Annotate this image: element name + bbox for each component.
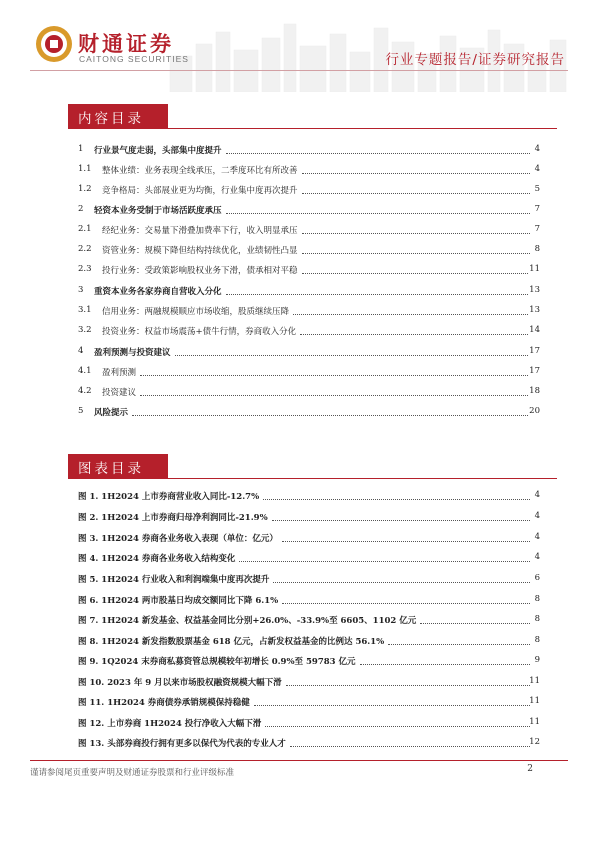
figure-entry[interactable] — [78, 737, 540, 751]
toc-entry[interactable] — [78, 406, 540, 420]
figure-entry-page: 4 — [534, 532, 540, 542]
toc-leader-dots — [302, 233, 530, 234]
toc-entry-page: 18 — [529, 386, 540, 396]
figure-entry[interactable] — [78, 635, 540, 649]
toc-entry-title: 行业景气度走弱，头部集中度提升 — [94, 146, 222, 156]
toc-entry-number: 3 — [78, 285, 84, 295]
figure-entry[interactable] — [78, 655, 540, 669]
figure-entry-page: 4 — [534, 490, 540, 500]
toc-entry-page: 17 — [529, 346, 540, 356]
figure-leader-dots — [272, 520, 530, 521]
toc-entry-page: 13 — [529, 285, 540, 295]
figure-entry[interactable] — [78, 614, 540, 628]
figure-entry-title: 图 9. 1Q2024 末券商私募资管总规模较年初增长 0.9%至 59783 亿元 — [78, 657, 356, 667]
toc-leader-dots — [226, 294, 530, 295]
toc-entry[interactable] — [78, 346, 540, 360]
toc-entry[interactable] — [78, 285, 540, 299]
figure-leader-dots — [282, 603, 530, 604]
toc-leader-dots — [293, 314, 530, 315]
toc-entry-number: 2.1 — [78, 224, 92, 234]
toc-entry-number: 5 — [78, 406, 84, 416]
figure-entry-title: 图 1. 1H2024 上市券商营业收入同比-12.7% — [78, 492, 260, 502]
toc-entry-title: 盈利预测 — [102, 368, 137, 378]
figure-entry-title: 图 7. 1H2024 新发基金、权益基金同比分别+26.0%、-33.9%至 6605、1102 亿元 — [78, 616, 417, 626]
toc-leader-dots — [140, 375, 530, 376]
toc-leader-dots — [226, 153, 530, 154]
toc-entry-title: 轻资本业务受制于市场活跃度承压 — [94, 206, 222, 216]
toc-entry-page: 8 — [534, 244, 540, 254]
figure-leader-dots — [239, 561, 530, 562]
toc-entry-title: 资管业务：规模下降但结构持续优化，业绩韧性凸显 — [102, 246, 298, 256]
figure-entry-title: 图 13. 头部券商投行拥有更多以保代为代表的专业人才 — [78, 739, 286, 749]
toc-entry-page: 17 — [529, 366, 540, 376]
toc-entry-title: 盈利预测与投资建议 — [94, 348, 171, 358]
toc-entry-number: 1.2 — [78, 184, 92, 194]
toc-entry-page: 4 — [534, 144, 540, 154]
toc-section-header — [68, 104, 557, 128]
figure-entry-title: 图 4. 1H2024 券商各业务收入结构变化 — [78, 554, 236, 564]
figure-entry-page: 11 — [529, 696, 540, 706]
figure-leader-dots — [420, 623, 530, 624]
toc-entry[interactable] — [78, 144, 540, 158]
toc-entry-title: 投资建议 — [102, 388, 137, 398]
toc-entry[interactable] — [78, 366, 540, 380]
toc-leader-dots — [302, 193, 530, 194]
toc-entry-title: 整体业绩：业务表现全线承压，二季度环比有所改善 — [102, 166, 298, 176]
report-type-label: 行业专题报告/证券研究报告 — [385, 52, 565, 68]
figure-entry[interactable] — [78, 717, 540, 731]
toc-entry-title: 信用业务：两融规模顺应市场收缩，股质继续压降 — [102, 307, 290, 317]
toc-entry-number: 1 — [78, 144, 84, 154]
toc-entry-page: 14 — [529, 325, 540, 335]
toc-entry-title: 竞争格局：头部展业更为均衡，行业集中度再次提升 — [102, 186, 298, 196]
page-header — [0, 0, 595, 96]
figure-entry-title: 图 10. 2023 年 9 月以来市场股权融资规模大幅下滑 — [78, 678, 282, 688]
toc-leader-dots — [302, 173, 530, 174]
logo-english-name: CAITONG SECURITIES — [79, 54, 189, 64]
footer-disclaimer: 谨请参阅尾页重要声明及财通证券股票和行业评级标准 — [30, 768, 235, 778]
figure-entry-title: 图 6. 1H2024 两市股基日均成交额同比下降 6.1% — [78, 596, 279, 606]
figures-section-header — [68, 454, 557, 478]
figure-entry-title: 图 2. 1H2024 上市券商归母净利润同比-21.9% — [78, 513, 268, 523]
figure-entry-page: 12 — [529, 737, 540, 747]
figure-entry-page: 4 — [534, 511, 540, 521]
footer-divider — [30, 760, 568, 761]
toc-entry-page: 4 — [534, 164, 540, 174]
figure-entry[interactable] — [78, 696, 540, 710]
figure-entry-title: 图 3. 1H2024 券商各业务收入表现（单位：亿元） — [78, 534, 278, 544]
toc-entry[interactable] — [78, 244, 540, 258]
toc-entry-page: 13 — [529, 305, 540, 315]
toc-entry-number: 2.2 — [78, 244, 92, 254]
toc-leader-dots — [132, 415, 530, 416]
toc-leader-dots — [175, 355, 530, 356]
figure-entry-page: 11 — [529, 717, 540, 727]
toc-entry-title: 重资本业务各家券商自营收入分化 — [94, 287, 222, 297]
figure-entry[interactable] — [78, 552, 540, 566]
toc-entry-page: 7 — [534, 224, 540, 234]
toc-heading: 内容目录 — [78, 111, 144, 127]
toc-leader-dots — [226, 213, 530, 214]
figure-leader-dots — [263, 499, 530, 500]
toc-entry[interactable] — [78, 184, 540, 198]
toc-entry[interactable] — [78, 224, 540, 238]
figure-leader-dots — [282, 541, 530, 542]
figure-entry-page: 8 — [534, 614, 540, 624]
toc-entry-page: 5 — [534, 184, 540, 194]
figure-leader-dots — [254, 705, 530, 706]
figure-leader-dots — [273, 582, 530, 583]
figure-leader-dots — [388, 644, 530, 645]
toc-entry-number: 3.2 — [78, 325, 92, 335]
header-divider — [30, 70, 568, 71]
figure-leader-dots — [290, 746, 530, 747]
toc-entry-number: 3.1 — [78, 305, 92, 315]
figure-leader-dots — [265, 726, 530, 727]
toc-leader-dots — [302, 253, 530, 254]
toc-entry-number: 4.2 — [78, 386, 92, 396]
figure-entry-page: 8 — [534, 635, 540, 645]
figure-entry[interactable] — [78, 532, 540, 546]
toc-entry-page: 20 — [529, 406, 540, 416]
toc-entry[interactable] — [78, 305, 540, 319]
figure-entry-title: 图 12. 上市券商 1H2024 投行净收入大幅下滑 — [78, 719, 262, 729]
logo-chinese-name: 财通证券 — [78, 32, 174, 56]
figure-entry[interactable] — [78, 490, 540, 504]
toc-leader-dots — [140, 395, 530, 396]
figure-entry-title: 图 11. 1H2024 券商债券承销规模保持稳健 — [78, 698, 250, 708]
page-number: 2 — [527, 764, 533, 774]
figure-leader-dots — [360, 664, 530, 665]
toc-entry-number: 2 — [78, 204, 84, 214]
toc-entry[interactable] — [78, 204, 540, 218]
toc-entry-title: 风险提示 — [94, 408, 129, 418]
figure-entry-title: 图 8. 1H2024 新发指数股票基金 618 亿元，占新发权益基金的比例达 56.1% — [78, 637, 385, 647]
toc-entry[interactable] — [78, 164, 540, 178]
figure-entry-title: 图 5. 1H2024 行业收入和利润端集中度再次提升 — [78, 575, 270, 585]
toc-entry-page: 7 — [534, 204, 540, 214]
figure-entry-page: 11 — [529, 676, 540, 686]
toc-entry-page: 11 — [529, 264, 540, 274]
toc-entry-title: 投行业务：受政策影响股权业务下滑，债承相对平稳 — [102, 266, 298, 276]
figure-entry[interactable] — [78, 573, 540, 587]
toc-entry[interactable] — [78, 325, 540, 339]
toc-entry-title: 经纪业务：交易量下滑叠加费率下行，收入明显承压 — [102, 226, 298, 236]
toc-entry[interactable] — [78, 264, 540, 278]
figure-entry-page: 6 — [534, 573, 540, 583]
toc-leader-dots — [300, 334, 530, 335]
figure-leader-dots — [286, 685, 530, 686]
figure-entry[interactable] — [78, 511, 540, 525]
figure-entry-page: 9 — [534, 655, 540, 665]
figures-heading: 图表目录 — [78, 461, 144, 477]
figure-entry[interactable] — [78, 594, 540, 608]
figure-entry-page: 8 — [534, 594, 540, 604]
toc-entry[interactable] — [78, 386, 540, 400]
toc-entry-number: 1.1 — [78, 164, 92, 174]
toc-leader-dots — [302, 273, 530, 274]
figure-entry-page: 4 — [534, 552, 540, 562]
toc-entry-number: 2.3 — [78, 264, 92, 274]
figure-entry[interactable] — [78, 676, 540, 690]
caitong-logo-icon — [34, 24, 74, 64]
toc-entry-title: 投资业务：权益市场震荡+债牛行情，券商收入分化 — [102, 327, 297, 337]
toc-entry-number: 4 — [78, 346, 84, 356]
toc-entry-number: 4.1 — [78, 366, 92, 376]
